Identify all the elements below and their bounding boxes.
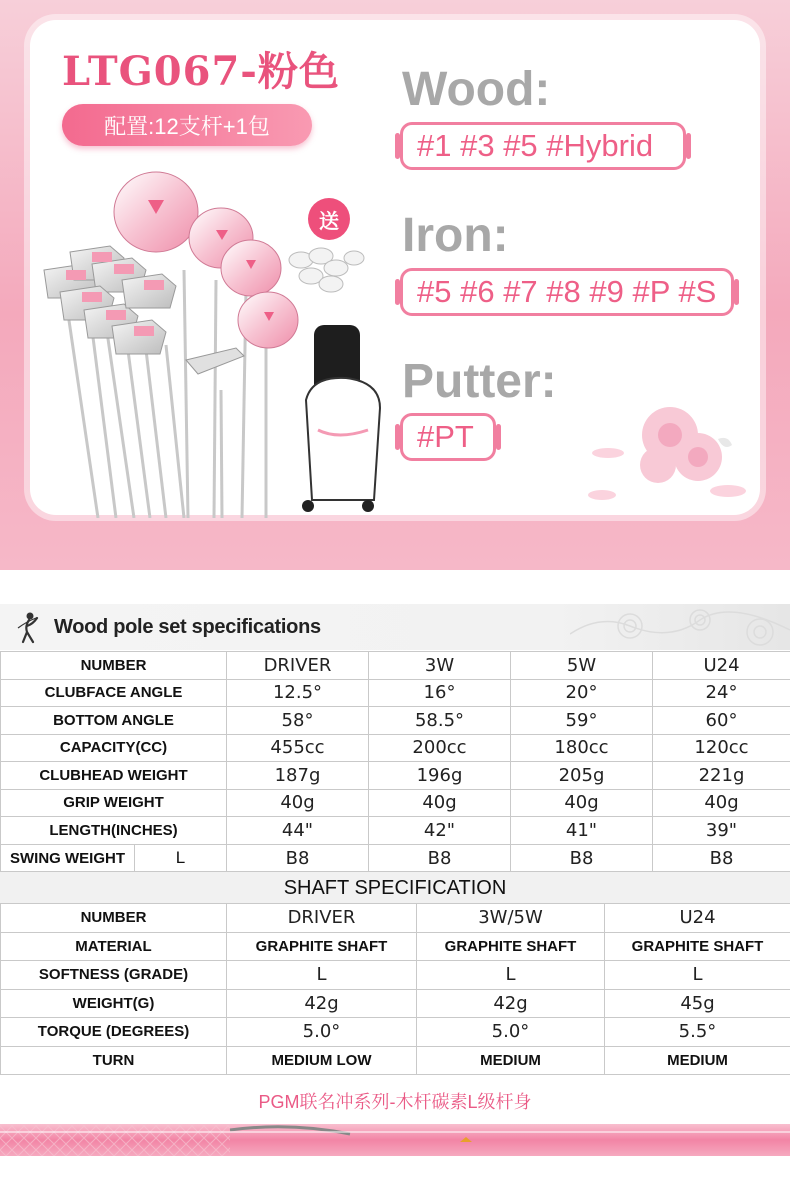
wood-numbers: #1 #3 #5 #Hybrid xyxy=(400,122,686,170)
table-cell: 58.5° xyxy=(369,707,511,735)
table-cell: L xyxy=(417,961,605,990)
table-row xyxy=(1,707,790,735)
row-label xyxy=(1,844,227,872)
table-cell: B8 xyxy=(511,844,653,872)
table-cell: 5.0° xyxy=(227,1018,417,1047)
row-label: NUMBER xyxy=(1,904,227,933)
table-cell: U24 xyxy=(653,652,790,680)
table-cell: 200cc xyxy=(369,734,511,762)
table-cell: 196g xyxy=(369,762,511,790)
table-cell: B8 xyxy=(227,844,369,872)
table-row xyxy=(1,932,790,961)
shaft-spec-title: SHAFT SPECIFICATION xyxy=(0,871,790,903)
table-cell: GRAPHITE SHAFT xyxy=(227,932,417,961)
table-cell: 39" xyxy=(653,817,790,845)
table-cell: 120cc xyxy=(653,734,790,762)
table-cell: 40g xyxy=(511,789,653,817)
wood-label: Wood: xyxy=(402,63,551,116)
table-cell: 180cc xyxy=(511,734,653,762)
iron-numbers: #5 #6 #7 #8 #9 #P #S xyxy=(400,268,734,316)
table-cell: MEDIUM xyxy=(605,1046,790,1075)
putter-label: Putter: xyxy=(402,355,557,408)
table-row xyxy=(1,817,790,845)
table-cell: 42g xyxy=(417,989,605,1018)
table-cell: 59° xyxy=(511,707,653,735)
swing-weight-flex: L xyxy=(175,848,186,867)
row-label: LENGTH(INCHES) xyxy=(1,817,227,845)
table-cell: 12.5° xyxy=(227,679,369,707)
table-row xyxy=(1,789,790,817)
table-cell: 40g xyxy=(227,789,369,817)
table-cell: 40g xyxy=(369,789,511,817)
table-row xyxy=(1,844,790,872)
table-cell: 187g xyxy=(227,762,369,790)
config-badge: 配置:12支杆+1包 xyxy=(62,104,312,146)
table-cell: 45g xyxy=(605,989,790,1018)
table-row xyxy=(1,989,790,1018)
golf-clubs-image xyxy=(36,160,406,518)
wood-spec-title: Wood pole set specifications xyxy=(54,616,321,638)
table-cell: 5.5° xyxy=(605,1018,790,1047)
model-title: LTG067-粉色 xyxy=(62,48,340,95)
table-row xyxy=(1,734,790,762)
table-cell: U24 xyxy=(605,904,790,933)
table-cell: 24° xyxy=(653,679,790,707)
golfer-icon xyxy=(12,610,46,644)
wood-spec-header xyxy=(0,604,790,650)
row-label: MATERIAL xyxy=(1,932,227,961)
table-row xyxy=(1,762,790,790)
table-row xyxy=(1,1046,790,1075)
shaft-caption: PGM联名冲系列-木杆碳素L级杆身 xyxy=(258,1092,532,1112)
row-label: TURN xyxy=(1,1046,227,1075)
floral-decoration xyxy=(570,604,790,650)
table-cell: 3W xyxy=(369,652,511,680)
table-cell: 5.0° xyxy=(417,1018,605,1047)
table-cell: MEDIUM LOW xyxy=(227,1046,417,1075)
row-label: WEIGHT(G) xyxy=(1,989,227,1018)
table-cell: 58° xyxy=(227,707,369,735)
table-cell: 3W/5W xyxy=(417,904,605,933)
table-cell: 205g xyxy=(511,762,653,790)
table-cell: L xyxy=(227,961,417,990)
table-cell: DRIVER xyxy=(227,652,369,680)
table-cell: 221g xyxy=(653,762,790,790)
table-cell: 5W xyxy=(511,652,653,680)
table-cell: DRIVER xyxy=(227,904,417,933)
table-row xyxy=(1,1018,790,1047)
swing-weight-label: SWING WEIGHT xyxy=(1,845,135,872)
row-label: SOFTNESS (GRADE) xyxy=(1,961,227,990)
row-label: CLUBFACE ANGLE xyxy=(1,679,227,707)
table-cell: 40g xyxy=(653,789,790,817)
table-row xyxy=(1,961,790,990)
table-cell: 42" xyxy=(369,817,511,845)
row-label: BOTTOM ANGLE xyxy=(1,707,227,735)
table-cell: 60° xyxy=(653,707,790,735)
row-label: NUMBER xyxy=(1,652,227,680)
row-label: CAPACITY(CC) xyxy=(1,734,227,762)
table-cell: GRAPHITE SHAFT xyxy=(605,932,790,961)
table-cell: 20° xyxy=(511,679,653,707)
table-cell: MEDIUM xyxy=(417,1046,605,1075)
table-cell: 16° xyxy=(369,679,511,707)
product-hero xyxy=(0,0,790,570)
row-label: GRIP WEIGHT xyxy=(1,789,227,817)
rose-decoration xyxy=(578,395,758,510)
table-cell: GRAPHITE SHAFT xyxy=(417,932,605,961)
table-cell: L xyxy=(605,961,790,990)
gift-badge: 送 xyxy=(308,198,350,240)
table-cell: 42g xyxy=(227,989,417,1018)
wood-spec-table xyxy=(0,651,790,873)
table-cell: B8 xyxy=(369,844,511,872)
table-cell: 455cc xyxy=(227,734,369,762)
shaft-image xyxy=(0,1120,790,1160)
table-row xyxy=(1,679,790,707)
row-label: CLUBHEAD WEIGHT xyxy=(1,762,227,790)
table-cell: 44" xyxy=(227,817,369,845)
putter-numbers: #PT xyxy=(400,413,496,461)
table-row xyxy=(1,904,790,933)
table-cell: 41" xyxy=(511,817,653,845)
shaft-spec-table xyxy=(0,903,790,1075)
iron-label: Iron: xyxy=(402,209,509,262)
table-cell: B8 xyxy=(653,844,790,872)
table-row xyxy=(1,652,790,680)
row-label: TORQUE (DEGREES) xyxy=(1,1018,227,1047)
